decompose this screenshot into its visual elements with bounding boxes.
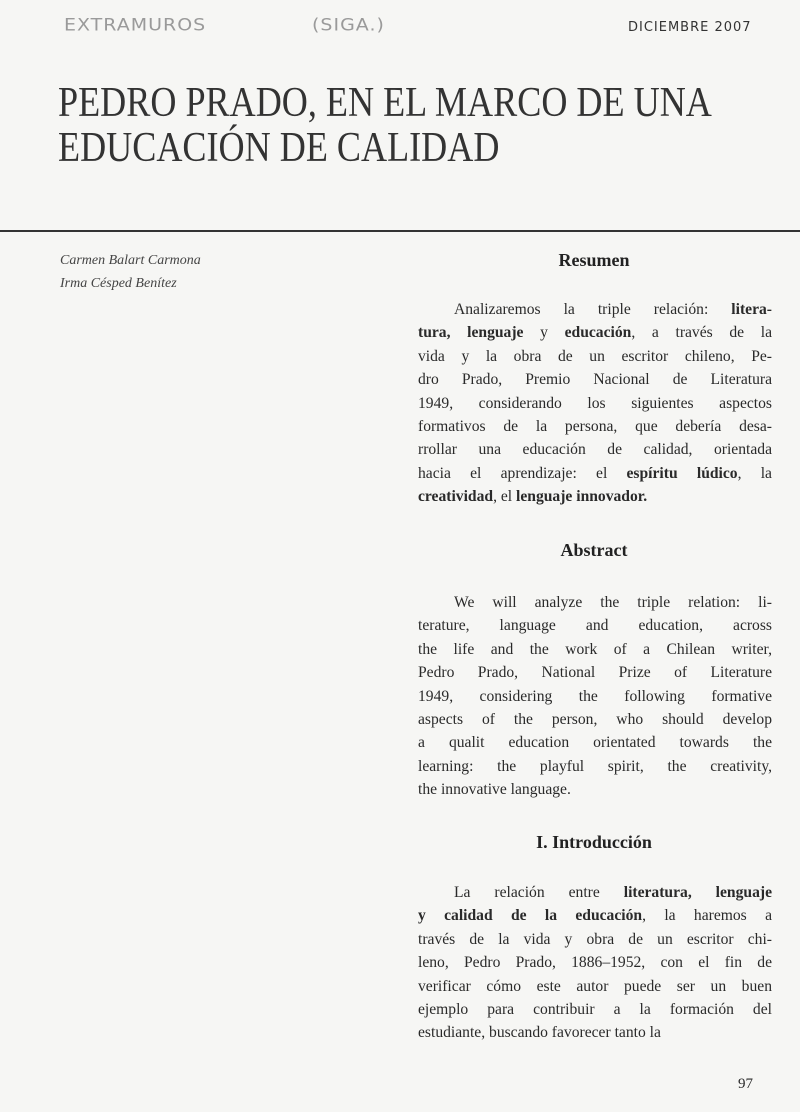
bold-text: literatura, lenguaje <box>623 884 772 901</box>
text: 1949, considering the following formative <box>418 687 772 705</box>
text: , el <box>493 488 517 506</box>
bold-text: creatividad <box>418 488 494 506</box>
text-line <box>418 438 772 461</box>
bold-text: espíritu lúdico <box>626 464 738 482</box>
text-line <box>418 392 772 415</box>
text-line <box>418 778 772 801</box>
text: formativos de la persona, que debería desa- <box>418 417 772 435</box>
text: terature, language and education, across <box>418 617 772 635</box>
text: y <box>523 324 565 342</box>
bold-text: lenguaje innovador. <box>516 488 648 506</box>
text-line <box>418 298 772 321</box>
text-line <box>418 462 772 485</box>
text: Analizaremos la triple relación: <box>454 301 732 318</box>
text: a qualit education orientated towards the <box>418 734 772 752</box>
text-line <box>418 708 772 731</box>
text: hacia el aprendizaje: el <box>418 464 627 482</box>
text: leno, Pedro Prado, 1886–1952, con el fin de <box>418 954 772 972</box>
text: We will analyze the triple relation: li- <box>454 594 772 611</box>
issue-date: DICIEMBRE 2007 <box>628 20 752 35</box>
text: aspects of the person, who should develop <box>418 710 772 728</box>
text: través de la vida y obra de un escritor chi- <box>418 930 772 948</box>
text: , la haremos a <box>642 907 772 925</box>
text: ejemplo para contribuir a la formación del <box>418 1000 772 1018</box>
text-line <box>418 368 772 391</box>
introduccion-heading: I. Introducción <box>536 832 652 852</box>
text: La relación entre <box>454 884 624 901</box>
resumen-heading: Resumen <box>558 250 630 270</box>
text-line <box>418 755 772 778</box>
abstract-paragraph <box>418 591 772 802</box>
text-line <box>418 661 772 684</box>
text: Pedro Prado, National Prize of Literature <box>418 664 772 682</box>
text-line <box>418 1021 772 1044</box>
text-line <box>418 345 772 368</box>
page-number: 97 <box>738 1076 753 1092</box>
text-line <box>418 614 772 637</box>
title-line-1: PEDRO PRADO, EN EL MARCO DE UNA <box>58 80 712 126</box>
resumen-paragraph <box>418 298 772 509</box>
text-line <box>418 998 772 1021</box>
text: verificar cómo este autor puede ser un buen <box>418 977 772 995</box>
bold-text: educación <box>564 324 632 342</box>
text-line <box>418 638 772 661</box>
text: 1949, considerando los siguientes aspectos <box>418 394 772 412</box>
text-line <box>418 951 772 974</box>
handwritten-note: EXTRAMUROS <box>64 15 207 35</box>
text-line <box>418 881 772 904</box>
title-line-2: EDUCACIÓN DE CALIDAD <box>58 125 500 171</box>
text-line <box>418 415 772 438</box>
text: the life and the work of a Chilean writer, <box>418 640 772 658</box>
text-line <box>418 928 772 951</box>
text-line <box>418 591 772 614</box>
handwritten-note-2: (SIGA.) <box>312 15 385 35</box>
text-line <box>418 685 772 708</box>
introduccion-paragraph <box>418 881 772 1045</box>
text-line <box>418 485 772 508</box>
text-line <box>418 975 772 998</box>
text: , a través de la <box>631 324 773 342</box>
text: , la <box>737 464 772 482</box>
text: estudiante, buscando favorecer tanto la <box>418 1024 661 1042</box>
text-line <box>418 321 772 344</box>
abstract-heading: Abstract <box>560 540 628 560</box>
text: learning: the playful spirit, the creativity, <box>418 757 772 775</box>
text: the innovative language. <box>418 781 571 799</box>
bold-text: y calidad de la educación <box>418 907 643 925</box>
text: dro Prado, Premio Nacional de Literatura <box>418 371 772 389</box>
text: vida y la obra de un escritor chileno, Pe- <box>418 347 772 365</box>
text-line <box>418 904 772 927</box>
author-2: Irma Césped Benítez <box>60 276 177 291</box>
author-1: Carmen Balart Carmona <box>60 253 201 268</box>
text: rrollar una educación de calidad, orientada <box>418 441 772 459</box>
bold-text: litera- <box>731 301 772 318</box>
divider-rule <box>0 230 800 232</box>
bold-text: tura, lenguaje <box>418 324 524 342</box>
text-line <box>418 731 772 754</box>
